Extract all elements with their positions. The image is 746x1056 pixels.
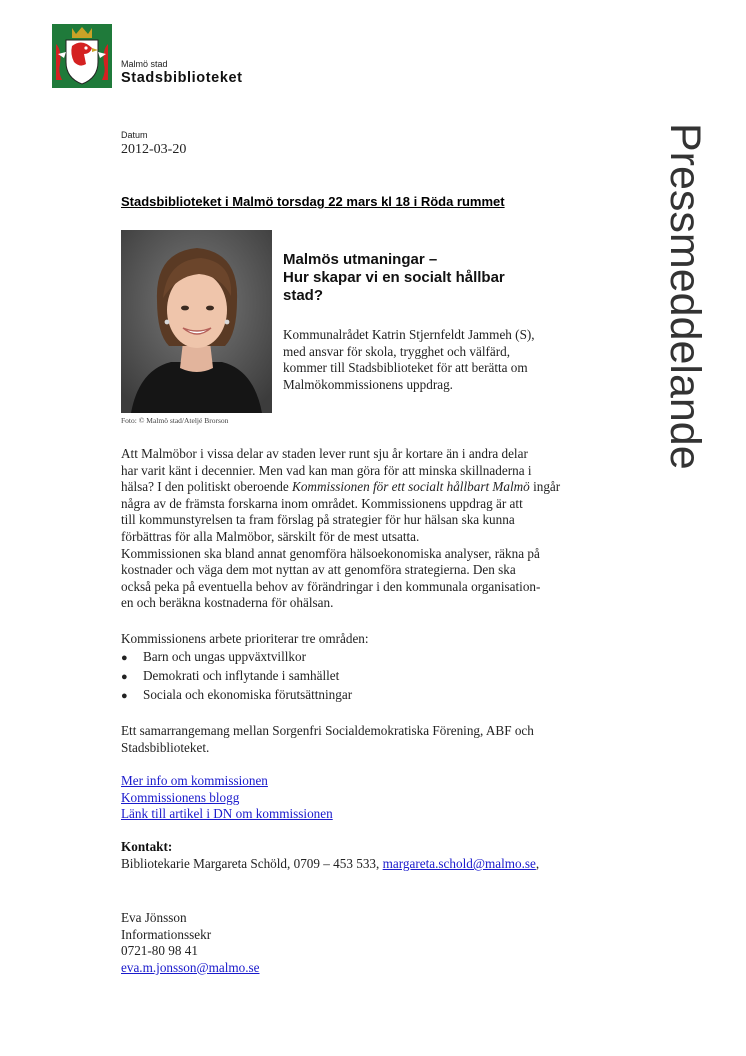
portrait-photo <box>121 230 272 413</box>
sender-phone: 0721-80 98 41 <box>121 943 198 959</box>
contact-trailing: , <box>535 856 540 871</box>
press-release-side-label: Pressmeddelande <box>661 123 709 470</box>
sender-email-link[interactable]: eva.m.jonsson@malmo.se <box>121 959 260 975</box>
contact-text: Bibliotekarie Margareta Schöld, 0709 – 453 533, <box>121 856 383 871</box>
contact-line <box>121 856 539 872</box>
sender-name: Eva Jönsson <box>121 910 187 925</box>
commission-blog-link[interactable]: Kommissionens blogg <box>121 789 240 805</box>
body-line: Stadsbiblioteket. <box>121 739 210 755</box>
body-line: kostnader och väga dem mot nyttan av att genomföra strategierna. Den ska <box>121 562 516 578</box>
list-item <box>121 667 352 686</box>
body-line: har varit känt i decennier. Men vad kan man göra för att minska skillnaderna i <box>121 462 532 478</box>
list-item-text: Demokrati och inflytande i samhället <box>143 668 340 683</box>
body-line: också peka på eventuella behov av förändringar i den kommunala organisation- <box>121 578 541 594</box>
commission-info-link[interactable]: Mer info om kommissionen <box>121 773 268 788</box>
intro-line: Malmökommissionens uppdrag. <box>283 376 453 392</box>
body-line: Kommissionens arbete prioriterar tre områden: <box>121 631 369 646</box>
body-line: till kommunstyrelsen ta fram förslag på strategier för hur hälsan ska kunna <box>121 512 515 528</box>
sender-block <box>121 910 260 976</box>
org-name-large: Stadsbiblioteket <box>121 70 243 86</box>
body-line: Att Malmöbor i vissa delar av staden lever runt sju år kortare än i andra delar <box>121 446 528 461</box>
article-headline <box>283 251 583 305</box>
body-line <box>121 479 591 496</box>
event-heading: Stadsbiblioteket i Malmö torsdag 22 mars kl 18 i Röda rummet <box>121 194 505 209</box>
headline-line: Malmös utmaningar – <box>283 251 438 268</box>
body-line: förbättras för alla Malmöbor, särskilt för de mest utsatta. <box>121 528 420 544</box>
list-item <box>121 686 352 705</box>
commission-name: Kommissionen för ett socialt hållbart Malmö <box>292 479 530 495</box>
bullet-icon: ● <box>121 690 128 702</box>
headline-line: Hur skapar vi en socialt hållbar <box>283 269 505 286</box>
sender-title: Informationssekr <box>121 926 212 942</box>
list-item-text: Barn och ungas uppväxtvillkor <box>143 649 306 664</box>
body-paragraph-2 <box>121 631 591 648</box>
date-label: Datum <box>121 130 148 140</box>
headline-line: stad? <box>283 287 324 304</box>
list-item-text: Sociala och ekonomiska förutsättningar <box>143 687 353 702</box>
collab-paragraph <box>121 723 591 756</box>
intro-line: Kommunalrådet Katrin Stjernfeldt Jammeh (S), <box>283 327 535 342</box>
intro-paragraph <box>283 327 583 393</box>
list-item <box>121 648 352 667</box>
body-paragraph-1 <box>121 446 591 612</box>
body-text: ingår <box>529 479 561 495</box>
priority-list <box>121 648 352 705</box>
contact-email-link[interactable]: margareta.schold@malmo.se <box>382 856 536 871</box>
body-line: några av de främsta forskarna inom området. Kommissionens uppdrag är att <box>121 495 523 511</box>
body-line: Ett samarrangemang mellan Sorgenfri Socialdemokratiska Förening, ABF och <box>121 723 534 738</box>
malmo-coat-of-arms-icon <box>52 24 112 88</box>
body-line: en och beräkna kostnaderna för ohälsan. <box>121 595 334 611</box>
contact-label: Kontakt: <box>121 839 173 854</box>
body-line: Kommissionen ska bland annat genomföra hälsoekonomiska analyser, räkna på <box>121 545 540 561</box>
link-list <box>121 773 333 823</box>
date-value: 2012-03-20 <box>121 142 187 157</box>
photo-credit: Foto: © Malmö stad/Ateljé Brorson <box>121 416 229 425</box>
intro-line: med ansvar för skola, trygghet och välfärd, <box>283 343 511 359</box>
intro-line: kommer till Stadsbiblioteket för att berätta om <box>283 360 528 376</box>
bullet-icon: ● <box>121 652 128 664</box>
org-name-small: Malmö stad <box>121 59 168 69</box>
dn-article-link[interactable]: Länk till artikel i DN om kommissionen <box>121 806 333 822</box>
body-text: hälsa? I den politiskt oberoende <box>121 479 293 495</box>
bullet-icon: ● <box>121 671 128 683</box>
